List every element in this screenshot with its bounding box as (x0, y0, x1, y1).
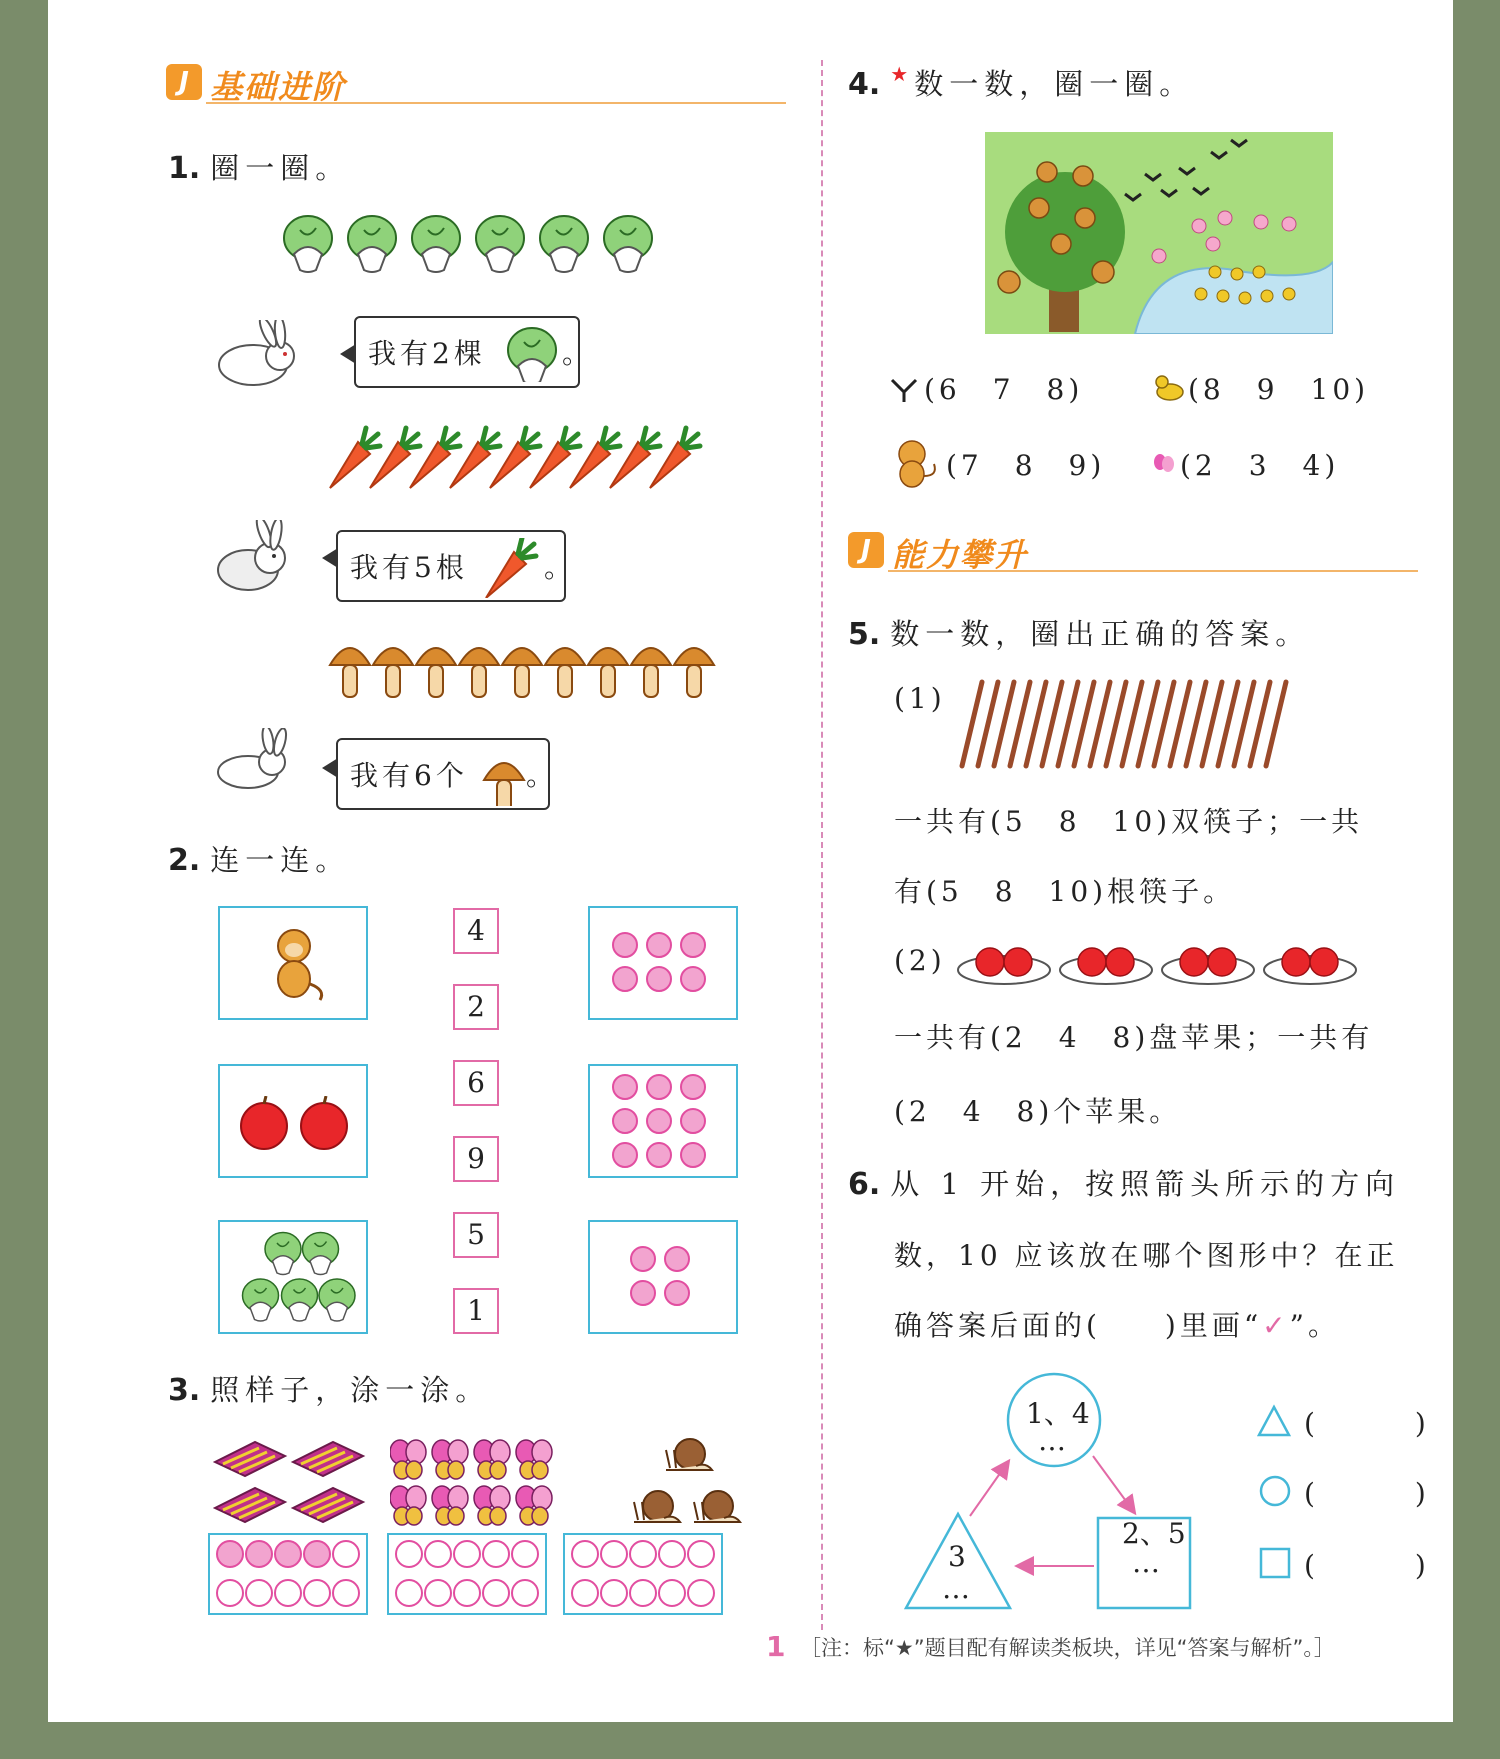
part-label: (1) (894, 682, 946, 715)
speech-bubble-mushroom (336, 738, 559, 810)
circle-answer-box[interactable]: ( ) (1304, 1477, 1430, 1510)
period: 。 (544, 551, 577, 584)
question-text: ”。 (1289, 1309, 1340, 1342)
monkey-icon (888, 436, 942, 490)
dot-box-four[interactable] (588, 1220, 738, 1334)
page-number: 1 (766, 1630, 786, 1663)
period: 。 (526, 759, 559, 792)
butterfly-icon (1152, 452, 1178, 478)
mushroom-row (328, 635, 728, 705)
period: 。 (562, 337, 595, 370)
number-box[interactable]: 1 (453, 1288, 499, 1334)
footnote: ［注：标“★”题目配有解读类板块，详见“答案与解析”。］ (800, 1636, 1335, 1660)
pink-dot (612, 1108, 638, 1134)
question-text: 数一数，圈一圈。 (914, 67, 1195, 101)
pink-dot (680, 1108, 706, 1134)
triangle-answer-box[interactable]: ( ) (1304, 1407, 1430, 1440)
number-box[interactable]: 4 (453, 908, 499, 954)
answer-line[interactable]: (2 4 8)个苹果。 (894, 1095, 1182, 1128)
section-title: 基础进阶 (210, 68, 347, 106)
triangle-icon (1256, 1404, 1292, 1438)
chopsticks-picture (948, 678, 1298, 770)
question-4 (848, 62, 1194, 103)
pink-dot (612, 932, 638, 958)
pink-dot (612, 1074, 638, 1100)
cabbage-icon (232, 1228, 362, 1332)
triangle-label: 3 (948, 1540, 966, 1573)
cabbage-row (280, 210, 700, 280)
butterflies-options[interactable]: (2 3 4) (1180, 449, 1340, 482)
question-number: 6. (848, 1167, 881, 1202)
pink-dot (680, 966, 706, 992)
question-text-line3 (894, 1304, 1340, 1344)
carrot-icon (484, 538, 544, 625)
picture-box-monkey[interactable] (218, 906, 368, 1020)
square-icon (1258, 1546, 1292, 1580)
section-header-advanced (848, 526, 1423, 576)
triangle-ellipsis: … (942, 1572, 970, 1605)
question-text: 圈一圈。 (210, 151, 351, 185)
question-5 (848, 612, 1310, 653)
question-number: 4. (848, 67, 881, 102)
question-text: 确答案后面的( )里画“ (894, 1309, 1263, 1342)
star-icon: ★ (890, 62, 915, 86)
runner-icon: J (166, 64, 202, 100)
rabbit-icon (208, 520, 303, 595)
question-3 (168, 1368, 490, 1409)
scarf-picture (213, 1440, 373, 1530)
pink-dot (664, 1246, 690, 1272)
column-divider (821, 60, 823, 1630)
question-text: 数一数，圈出正确的答案。 (890, 617, 1311, 651)
question-number: 3. (168, 1373, 201, 1408)
answer-line[interactable]: 一共有(5 8 10)双筷子；一共 (894, 805, 1364, 838)
pink-dot (680, 1074, 706, 1100)
pink-dot (646, 1142, 672, 1168)
birds-options[interactable]: (6 7 8) (924, 373, 1084, 406)
check-icon: ✓ (1262, 1309, 1290, 1342)
worksheet-page (48, 0, 1453, 1722)
question-6 (848, 1162, 1400, 1203)
square-label: 2、5 (1122, 1517, 1186, 1550)
circle-label: 1、4 (1026, 1397, 1090, 1430)
pink-dot (680, 932, 706, 958)
question-text: 连一连。 (210, 843, 351, 877)
pink-dot (630, 1246, 656, 1272)
part-label: (2) (894, 944, 946, 977)
apple-icon (238, 1096, 358, 1152)
circle-ellipsis: … (1038, 1424, 1066, 1457)
number-box[interactable]: 6 (453, 1060, 499, 1106)
question-text: 从 1 开始，按照箭头所示的方向 (890, 1167, 1401, 1201)
dot-box-nine[interactable] (588, 1064, 738, 1178)
section-header-basic (166, 58, 791, 108)
pink-dot (612, 966, 638, 992)
swallow-icon (888, 370, 922, 404)
speech-bubble-carrot (336, 530, 577, 602)
pink-dot (630, 1280, 656, 1306)
cabbage-icon (504, 326, 560, 409)
rabbit-icon (208, 728, 303, 793)
pink-dot (646, 966, 672, 992)
butterfly-picture (390, 1436, 560, 1532)
question-text: 照样子，涂一涂。 (210, 1373, 491, 1407)
square-ellipsis: … (1132, 1546, 1160, 1579)
ducks-options[interactable]: (8 9 10) (1188, 373, 1370, 406)
square-answer-box[interactable]: ( ) (1304, 1549, 1430, 1582)
speech-bubble-cabbage (354, 316, 595, 388)
number-box[interactable]: 5 (453, 1212, 499, 1258)
bubble-text: 我有5根 (350, 551, 468, 584)
section-underline (206, 102, 786, 104)
question-2 (168, 838, 350, 879)
question-text: 数，10 应该放在哪个图形中？在正 (894, 1239, 1399, 1272)
pink-dot (646, 1108, 672, 1134)
number-box[interactable]: 2 (453, 984, 499, 1030)
question-number: 5. (848, 617, 881, 652)
answer-line[interactable]: 一共有(2 4 8)盘苹果；一共有 (894, 1021, 1374, 1054)
dot-box-six[interactable] (588, 906, 738, 1020)
pink-dot (612, 1142, 638, 1168)
monkeys-options[interactable]: (7 8 9) (946, 449, 1106, 482)
snail-picture (628, 1436, 748, 1532)
pink-dot (646, 932, 672, 958)
bubble-text: 我有2棵 (368, 337, 486, 370)
monkey-icon (260, 924, 330, 1004)
answer-line[interactable]: 有(5 8 10)根筷子。 (894, 875, 1236, 908)
apple-plates-picture (956, 936, 1366, 992)
picture-box-cabbages[interactable] (218, 1220, 368, 1334)
color-circle-grids[interactable] (208, 1533, 768, 1617)
circle-icon (1258, 1474, 1292, 1508)
mushroom-icon (480, 750, 530, 833)
picture-box-apples[interactable] (218, 1064, 368, 1178)
number-box[interactable]: 9 (453, 1136, 499, 1182)
duck-icon (1152, 372, 1186, 402)
question-number: 1. (168, 151, 201, 186)
bubble-text: 我有6个 (350, 759, 468, 792)
pink-dot (664, 1280, 690, 1306)
pink-dot (646, 1074, 672, 1100)
section-underline (888, 570, 1418, 572)
pink-dot (680, 1142, 706, 1168)
animal-scene-picture (985, 132, 1333, 334)
carrot-row (328, 424, 728, 494)
section-title: 能力攀升 (892, 536, 1029, 574)
runner-icon: J (848, 532, 884, 568)
question-1 (168, 146, 350, 187)
question-number: 2. (168, 843, 201, 878)
rabbit-icon (208, 320, 303, 390)
